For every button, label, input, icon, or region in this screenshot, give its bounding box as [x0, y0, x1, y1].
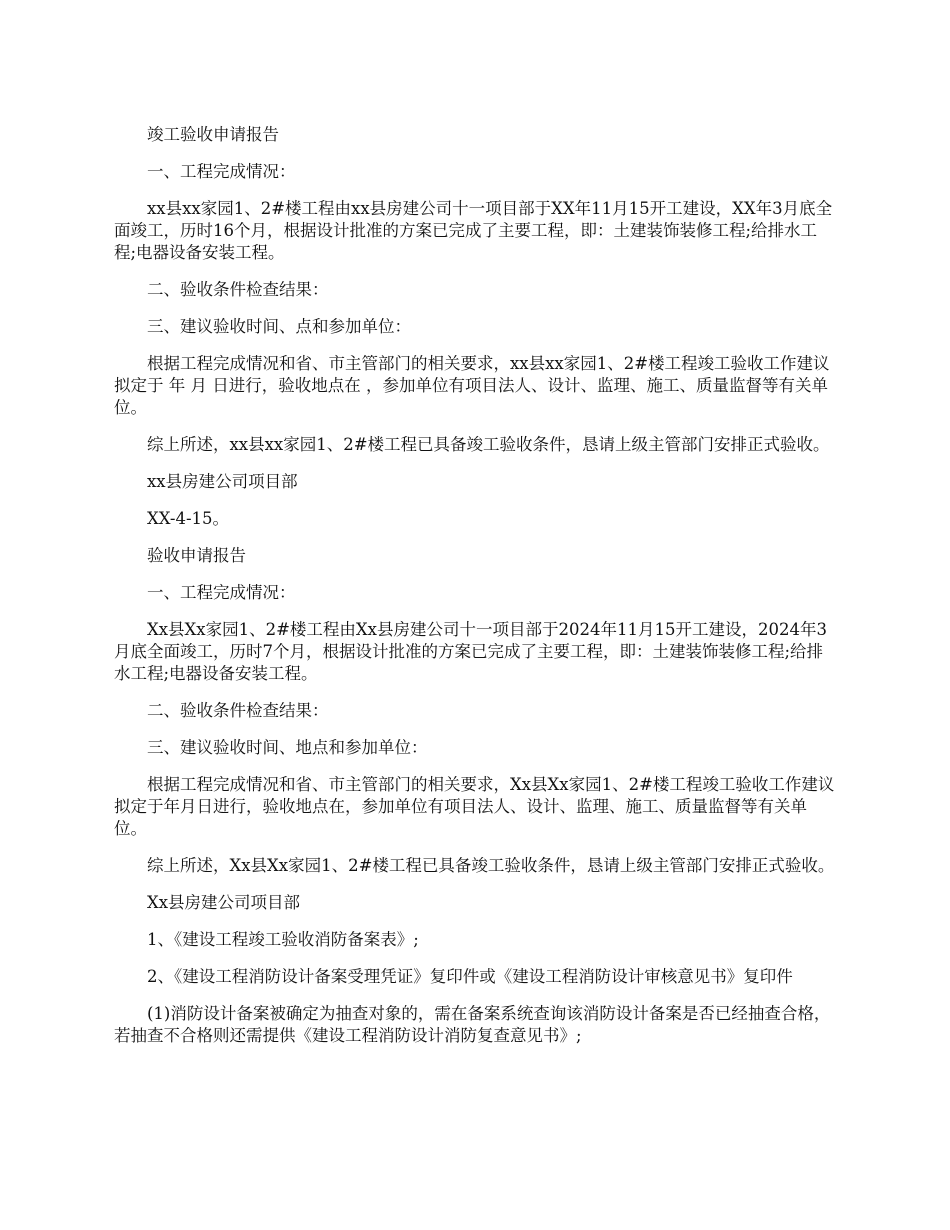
list-item: 2、《建设工程消防设计备案受理凭证》复印件或《建设工程消防设计审核意见书》复印件: [147, 967, 793, 986]
body-paragraph: Xx县Xx家园1、2#楼工程由Xx县房建公司十一项目部于2024年11月15开工建设，2024年3月底全面竣工，历时7个月，根据设计批准的方案已完成了主要工程，即：土建装饰装修工程;给排水工程;电器设备安装工程。: [114, 620, 827, 683]
doc-title: 竣工验收申请报告: [147, 125, 279, 144]
body-paragraph: 根据工程完成情况和省、市主管部门的相关要求，xx县xx家园1、2#楼工程竣工验收工作建议拟定于 年 月 日进行，验收地点在 ，参加单位有项目法人、设计、监理、施工、质量监督等有关单位。: [114, 354, 830, 417]
body-paragraph: xx县xx家园1、2#楼工程由xx县房建公司十一项目部于XX年11月15开工建设，XX年3月底全面竣工，历时16个月，根据设计批准的方案已完成了主要工程，即：土建装饰装修工程;给排水工程;电器设备安装工程。: [114, 199, 833, 262]
signature-date: XX-4-15。: [147, 509, 230, 528]
signature-org: Xx县房建公司项目部: [147, 893, 301, 912]
section-heading: 一、工程完成情况：: [147, 583, 296, 602]
list-item: 1、《建设工程竣工验收消防备案表》;: [147, 930, 419, 949]
body-paragraph: 综上所述，xx县xx家园1、2#楼工程已具备竣工验收条件，恳请上级主管部门安排正式验收。: [147, 435, 830, 454]
section-heading: 二、验收条件检查结果：: [147, 701, 329, 720]
section-heading: 二、验收条件检查结果：: [147, 280, 329, 299]
body-paragraph: 综上所述，Xx县Xx家园1、2#楼工程已具备竣工验收条件，恳请上级主管部门安排正式验收。: [147, 856, 835, 875]
section-heading: 一、工程完成情况：: [147, 162, 296, 181]
signature-org: xx县房建公司项目部: [147, 472, 298, 491]
doc-title-2: 验收申请报告: [147, 546, 246, 565]
section-heading: 三、建议验收时间、点和参加单位：: [147, 317, 411, 336]
body-paragraph: 根据工程完成情况和省、市主管部门的相关要求，Xx县Xx家园1、2#楼工程竣工验收工作建议拟定于年月日进行，验收地点在，参加单位有项目法人、设计、监理、施工、质量监督等有关单位。: [114, 775, 835, 838]
section-heading: 三、建议验收时间、地点和参加单位：: [147, 738, 428, 757]
list-item: (1)消防设计备案被确定为抽查对象的，需在备案系统查询该消防设计备案是否已经抽查合格，若抽查不合格则还需提供《建设工程消防设计消防复查意见书》;: [114, 1004, 831, 1045]
